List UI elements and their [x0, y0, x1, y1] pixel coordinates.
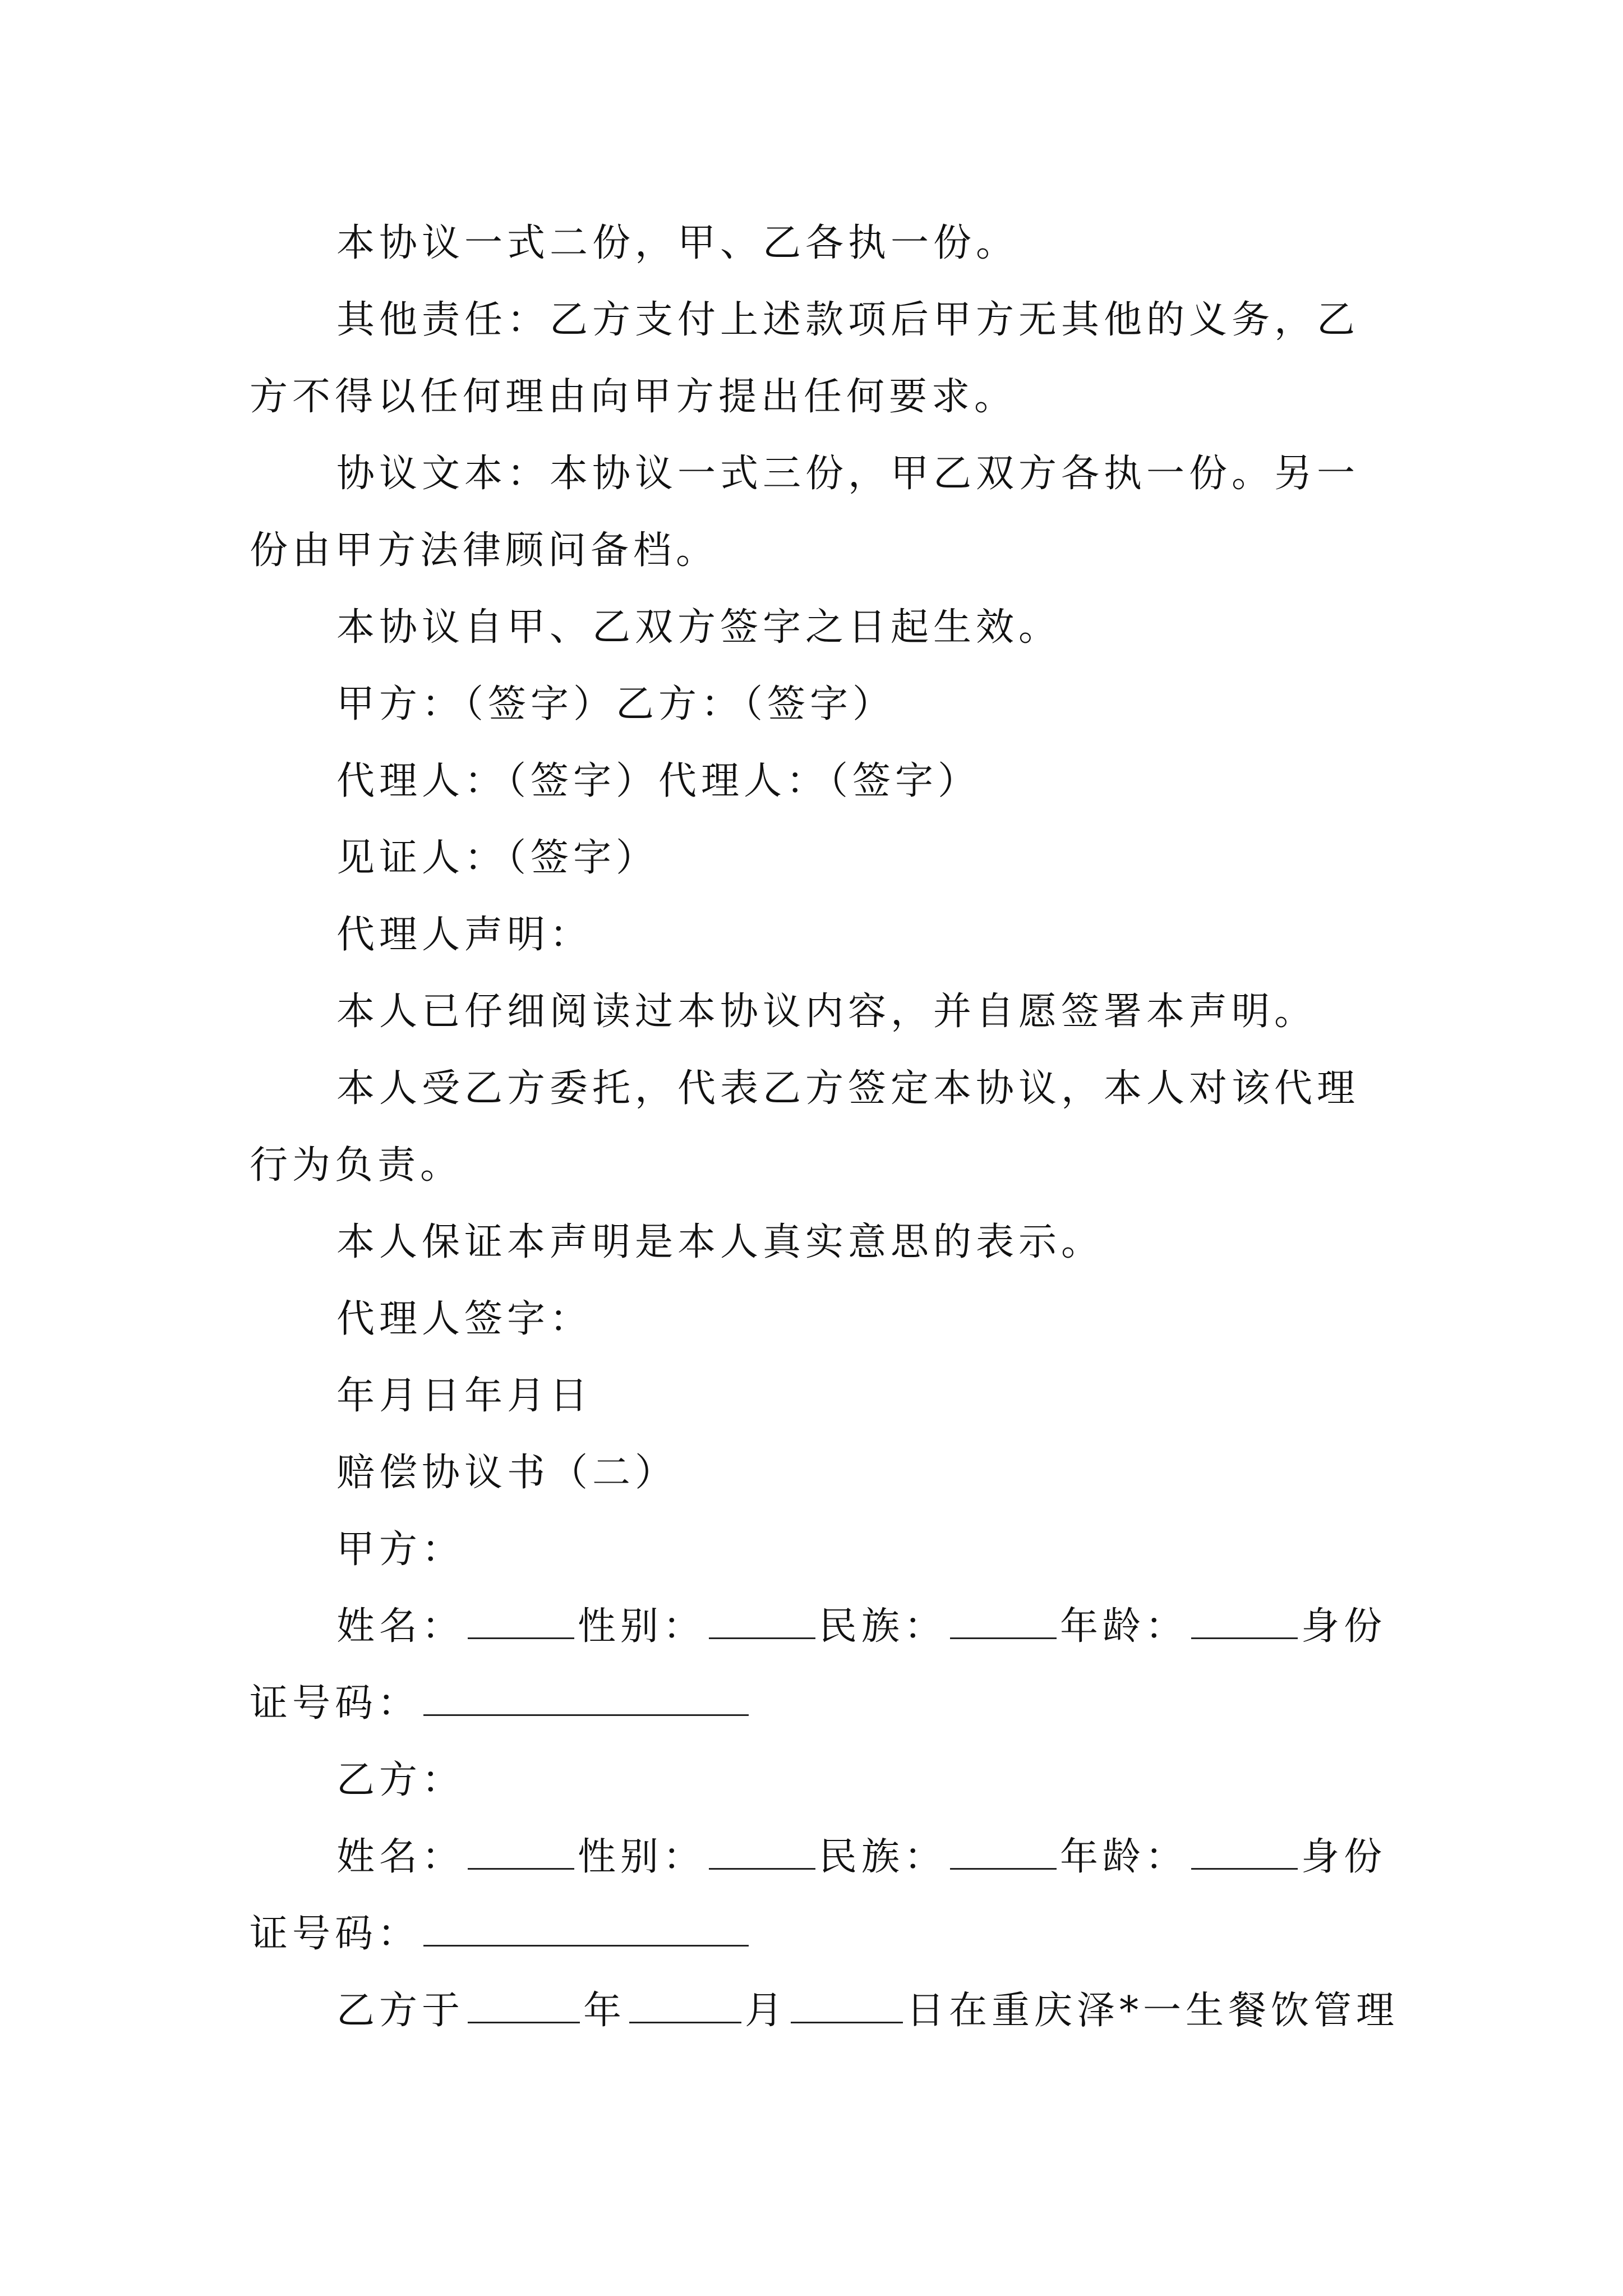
party-a-info-line	[250, 1588, 1391, 1665]
paragraph: 协议文本：本协议一式三份，甲乙双方各执一份。另一	[336, 452, 1360, 496]
ethnicity-label: 民族：	[819, 1835, 947, 1879]
paragraph-continuation: 方不得以任何理由向甲方提出任何要求。	[250, 375, 1017, 419]
name-label: 姓名：	[336, 1835, 465, 1879]
age-label: 年龄：	[1060, 1604, 1188, 1649]
party-b-info-line	[250, 1819, 1391, 1895]
incident-line	[250, 1972, 1399, 2049]
ethnicity-label: 民族：	[819, 1604, 947, 1649]
paragraph: 本协议自甲、乙双方签字之日起生效。	[336, 605, 1062, 650]
id-label-part1: 身份	[1301, 1835, 1387, 1879]
name-label: 姓名：	[336, 1604, 465, 1649]
id-number-blank	[423, 1682, 749, 1716]
paragraph: 本协议一式二份，甲、乙各执一份。	[336, 221, 1019, 265]
age-label: 年龄：	[1060, 1835, 1188, 1879]
party-a-heading: 甲方：	[336, 1527, 465, 1572]
paragraph: 本人保证本声明是本人真实意思的表示。	[336, 1220, 1104, 1264]
ethnicity-blank	[950, 1835, 1057, 1870]
incident-text-b: 年	[583, 1989, 626, 2033]
paragraph: 其他责任：乙方支付上述款项后甲方无其他的义务，乙	[336, 298, 1360, 342]
paragraph: 本人已仔细阅读过本协议内容，并自愿签署本声明。	[336, 990, 1317, 1034]
signature-line: 甲方：（签字）乙方：（签字）	[336, 682, 896, 726]
name-blank	[468, 1605, 574, 1639]
age-blank	[1191, 1605, 1298, 1639]
gender-blank	[709, 1605, 815, 1639]
signature-line: 代理人：（签字）代理人：（签字）	[336, 759, 981, 803]
document-body	[250, 205, 1399, 2049]
incident-text-a: 乙方于	[336, 1989, 465, 2033]
id-label-part1: 身份	[1301, 1604, 1387, 1649]
document-title: 赔偿协议书（二）	[336, 1451, 678, 1495]
gender-label: 性别：	[578, 1604, 706, 1649]
section-heading: 代理人声明：	[336, 913, 593, 957]
ethnicity-blank	[950, 1605, 1057, 1639]
signature-line: 代理人签字：	[336, 1297, 593, 1341]
id-label-part2: 证号码：	[250, 1912, 421, 1956]
date-line: 年月日年月日	[336, 1374, 593, 1418]
day-blank	[791, 1989, 903, 2023]
party-a-id-line	[250, 1665, 1391, 1742]
party-b-id-line	[250, 1895, 1391, 1972]
paragraph-continuation: 份由甲方法律顾问备档。	[250, 528, 719, 573]
signature-line: 见证人：（签字）	[336, 836, 659, 880]
gender-label: 性别：	[578, 1835, 706, 1879]
paragraph-continuation: 行为负责。	[250, 1143, 463, 1188]
gender-blank	[709, 1835, 815, 1870]
incident-text-d: 日在重庆泽*一生餐饮管理	[906, 1989, 1399, 2033]
age-blank	[1191, 1835, 1298, 1870]
name-blank	[468, 1835, 574, 1870]
year-blank	[468, 1989, 580, 2023]
month-blank	[629, 1989, 741, 2023]
paragraph: 本人受乙方委托，代表乙方签定本协议，本人对该代理	[336, 1066, 1360, 1111]
id-number-blank	[423, 1912, 749, 1947]
id-label-part2: 证号码：	[250, 1681, 421, 1726]
incident-text-c: 月	[745, 1989, 788, 2033]
party-b-heading: 乙方：	[336, 1758, 465, 1802]
